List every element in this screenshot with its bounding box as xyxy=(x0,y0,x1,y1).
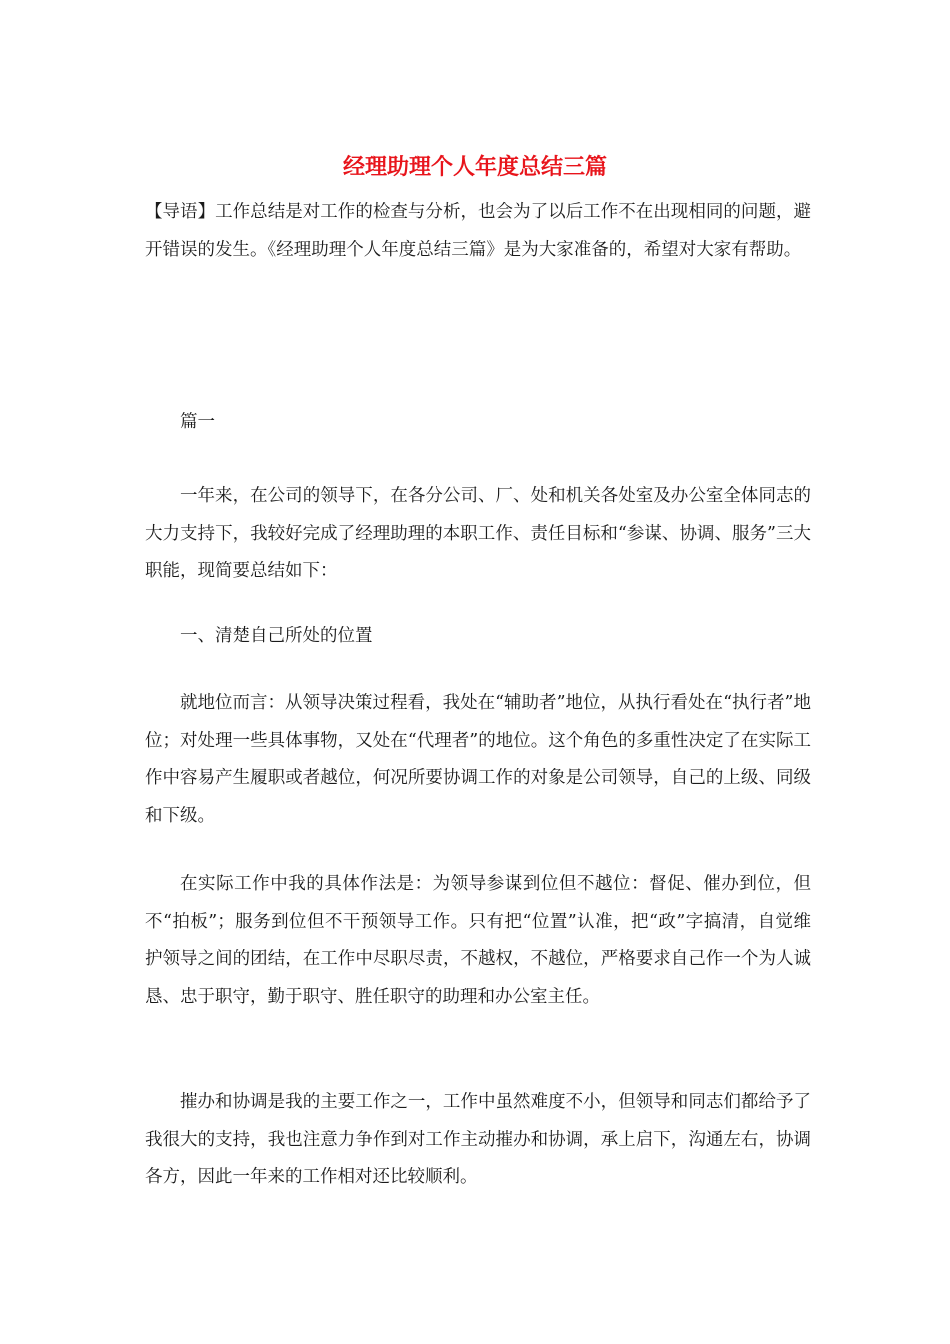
document-title: 经理助理个人年度总结三篇 xyxy=(342,154,607,180)
intro-paragraph: 【导语】工作总结是对工作的检查与分析，也会为了以后工作不在出现相同的问题，避开错误的发生。《经理助理个人年度总结三篇》是为大家准备的，希望对大家有帮助。 xyxy=(145,202,811,260)
section-heading: 一、清楚自己所处的位置 xyxy=(180,626,373,646)
body-paragraph-3: 在实际工作中我的具体作法是：为领导参谋到位但不越位：督促、催办到位，但不“拍板”；服务到位但不干预领导工作。只有把“位置”认准，把“政”字搞清，自觉维护领导之间的团结，在工作中尽职尽责，不越权，不越位，严格要求自己作一个为人诚恳、忠于职守，勤于职守、胜任职守的助理和办公室主任。 xyxy=(145,874,811,1007)
body-paragraph-2: 就地位而言：从领导决策过程看，我处在“辅助者”地位，从执行看处在“执行者”地位；对处理一些具体事物，又处在“代理者”的地位。这个角色的多重性决定了在实际工作中容易产生履职或者越位，何况所要协调工作的对象是公司领导，自己的上级、同级和下级。 xyxy=(145,693,811,826)
body-paragraph-1: 一年来，在公司的领导下，在各分公司、厂、处和机关各处室及办公室全体同志的大力支持下，我较好完成了经理助理的本职工作、责任目标和“参谋、协调、服务”三大职能，现简要总结如下： xyxy=(145,486,811,581)
body-paragraph-4: 摧办和协调是我的主要工作之一，工作中虽然难度不小，但领导和同志们都给予了我很大的支持，我也注意力争作到对工作主动摧办和协调，承上启下，沟通左右，协调各方，因此一年来的工作相对还比较顺利。 xyxy=(145,1092,811,1187)
section-label: 篇一 xyxy=(180,412,215,432)
